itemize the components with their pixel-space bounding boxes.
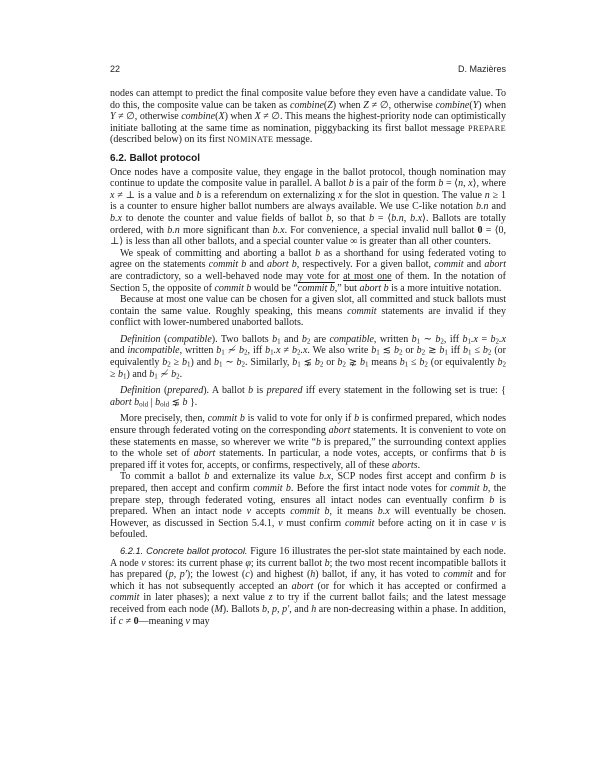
text-segment: Z	[327, 99, 333, 111]
text-segment: ≁	[157, 368, 172, 380]
text-segment: b	[182, 396, 188, 408]
text-segment: , respectively. For a given ballot,	[296, 259, 435, 271]
text-segment: b	[315, 247, 321, 259]
text-segment: p	[168, 569, 174, 581]
text-segment: b.n	[391, 212, 404, 224]
text-segment: b	[399, 357, 405, 369]
text-segment: v	[141, 557, 146, 569]
text-segment: b	[301, 333, 307, 345]
text-segment: . For convenience, a special invalid null ballot	[284, 224, 478, 236]
text-segment: v	[491, 517, 496, 529]
text-segment: would be “	[251, 282, 298, 294]
section-heading-62: 6.2. Ballot protocol	[110, 152, 201, 164]
text-segment: 1	[404, 360, 409, 369]
text-segment: 1	[468, 349, 472, 358]
text-segment: ≤	[471, 345, 483, 357]
text-segment: b	[371, 345, 377, 357]
text-segment: or	[402, 345, 417, 357]
text-segment: and for which it has not subsequently accepted an	[110, 569, 506, 592]
text-segment: b	[411, 333, 417, 345]
text-segment: prepared	[266, 385, 303, 397]
text-segment: }.	[187, 396, 198, 408]
text-segment: , iff	[443, 333, 463, 345]
text-segment: . Similarly,	[245, 357, 293, 369]
page-content	[110, 88, 506, 627]
text-segment: We speak of committing and aborting a ballot	[120, 247, 316, 259]
text-segment: 1	[270, 349, 274, 358]
paragraph-nomination-continuation	[110, 88, 506, 146]
text-segment: and	[110, 345, 128, 357]
text-segment: and	[280, 333, 302, 345]
text-segment: commit b	[290, 506, 330, 518]
text-segment: b	[292, 357, 298, 369]
text-segment: b	[155, 396, 161, 408]
page-number: 22	[110, 64, 121, 74]
text-segment: ); the lowest (	[186, 569, 246, 581]
text-segment: ,	[277, 603, 283, 615]
text-segment: .	[179, 368, 183, 380]
text-segment: prepared	[167, 385, 204, 397]
text-segment: abort b	[110, 396, 140, 408]
text-segment: X	[218, 111, 225, 123]
text-segment: iff	[447, 345, 464, 357]
text-segment: p	[272, 603, 278, 615]
text-segment: n	[458, 178, 464, 190]
text-segment: combine	[435, 99, 470, 111]
text-segment: 1	[376, 349, 380, 358]
text-segment: b	[435, 333, 441, 345]
text-segment: means	[368, 357, 400, 369]
text-segment: b.x	[110, 212, 122, 224]
text-segment: .x	[471, 333, 478, 345]
text-segment: ) and	[126, 368, 150, 380]
text-segment: must confirm	[282, 517, 345, 529]
text-segment: NOMINATE	[227, 135, 274, 145]
text-segment: ). A ballot	[203, 385, 249, 397]
text-segment: commit b	[297, 282, 335, 294]
text-segment: b	[326, 212, 332, 224]
text-segment: in later phases); a next value	[139, 592, 269, 604]
text-segment: is befouled.	[110, 517, 507, 541]
text-segment: is a referendum on externalizing	[201, 189, 339, 201]
text-segment: Definition	[120, 385, 161, 397]
text-segment: compatible	[329, 333, 374, 345]
text-segment: is valid to vote for only if	[244, 413, 355, 425]
text-segment: ⋧	[345, 357, 360, 369]
text-segment: ⋦	[300, 357, 315, 369]
text-segment: at most one	[343, 270, 392, 282]
text-segment: b	[239, 345, 245, 357]
text-segment: ≠ ∅, otherwise	[115, 111, 182, 123]
text-segment: commit	[110, 592, 140, 604]
text-segment: , it means	[329, 506, 378, 518]
text-segment: combine	[181, 111, 216, 123]
text-segment: (	[160, 333, 168, 345]
text-segment: 2	[424, 360, 428, 369]
text-segment: ) and highest (	[249, 569, 311, 581]
text-segment: 1	[416, 337, 421, 346]
text-segment: 0	[133, 615, 139, 627]
text-segment: is	[253, 385, 267, 397]
text-segment: b	[354, 413, 360, 425]
text-segment: commit	[347, 305, 377, 317]
text-segment: commit	[443, 569, 473, 581]
text-segment: (described below) on its first	[110, 134, 228, 146]
text-segment: commit b	[214, 282, 252, 294]
text-segment: and	[463, 259, 485, 271]
text-segment: are	[310, 333, 330, 345]
text-segment: b	[416, 345, 422, 357]
text-segment: accepts	[251, 506, 291, 518]
text-segment: b	[248, 385, 254, 397]
text-segment: h	[310, 569, 316, 581]
text-segment: incompatible	[127, 345, 180, 357]
text-segment: ). Ballots	[222, 603, 262, 615]
text-segment: ≥	[110, 368, 118, 380]
text-segment: 1	[123, 372, 127, 381]
text-segment: 1	[467, 337, 472, 346]
text-segment: ; the two most recent incompatible ballots it has prepared (	[110, 557, 507, 581]
text-segment: 1	[297, 360, 301, 369]
text-segment: , SCP nodes first accept and confirm	[330, 471, 491, 483]
text-segment: ; its current ballot	[250, 557, 325, 569]
text-segment: b	[265, 345, 271, 357]
text-segment: , written	[179, 345, 217, 357]
text-segment: 2	[306, 337, 311, 346]
paragraph-concrete-ballot-protocol	[110, 546, 506, 627]
text-segment: iff every statement in the following set is true: {	[302, 385, 506, 397]
text-segment: 1	[186, 360, 191, 369]
text-segment: b.n	[167, 224, 180, 236]
text-segment: b.x	[272, 224, 285, 236]
text-segment: b	[438, 178, 444, 190]
text-segment: (	[323, 99, 328, 111]
text-segment: are contradictory, so a well-behaved node may vote for	[110, 270, 344, 282]
text-segment: 2	[319, 360, 324, 369]
text-segment: commit b	[450, 483, 488, 494]
text-segment: 6.2.1. Concrete ballot protocol.	[120, 545, 248, 556]
text-segment: is confirmed prepared, which nodes ensure through federated voting on the corresponding	[110, 413, 506, 437]
text-segment: ,	[267, 603, 273, 615]
text-segment: .x	[300, 345, 308, 357]
text-segment: is a pair of the form	[353, 178, 439, 190]
text-segment: b	[439, 345, 445, 357]
text-segment: Because at most one value can be chosen for a given slot, all committed and stuck ballots must contain the same value. Roughly speaking, this means	[110, 294, 506, 317]
text-segment: is prepared iff it votes for, accepts, or confirms, respectively, all of these	[110, 448, 507, 471]
text-segment: ,	[463, 178, 469, 190]
text-segment: ≠ ∅, otherwise	[368, 99, 436, 111]
text-segment: X	[254, 111, 261, 123]
text-segment: = ⟨	[374, 212, 392, 224]
text-segment: (	[215, 111, 219, 123]
text-segment: 1	[218, 360, 223, 369]
text-segment: stores: its current phase	[145, 557, 246, 569]
text-segment: b.x	[319, 471, 331, 483]
text-segment: b.x	[377, 506, 390, 518]
text-segment: φ	[245, 557, 251, 569]
text-segment: abort b	[266, 259, 297, 271]
text-segment: ⟩. Ballots are totally ordered, with	[110, 212, 507, 236]
text-segment: c	[118, 615, 124, 627]
text-segment: 1	[221, 349, 225, 358]
text-segment: Y	[472, 99, 479, 111]
text-segment: (or for which it has accepted or confirmed a	[313, 580, 506, 592]
text-segment: 2	[241, 360, 246, 369]
text-segment: 1	[364, 360, 369, 369]
text-segment: abort	[328, 425, 351, 437]
text-segment: Figure 16 illustrates the per-slot state maintained by each node. A node	[110, 545, 506, 569]
text-segment: 2	[244, 349, 248, 358]
text-segment: b	[149, 368, 155, 380]
text-segment: =	[478, 333, 491, 345]
text-segment: for the slot in question. The value	[342, 189, 485, 201]
text-segment: b	[272, 333, 278, 345]
text-segment: ) when	[224, 111, 255, 123]
text-segment: b	[482, 345, 488, 357]
text-segment: 2	[296, 349, 301, 358]
text-segment: .	[417, 459, 421, 471]
paragraph-one-value	[110, 294, 506, 329]
text-segment: —meaning	[138, 615, 186, 627]
text-segment: ⋦	[169, 396, 183, 408]
text-segment: before acting on it in case	[374, 517, 492, 529]
text-segment: Z	[363, 99, 369, 111]
text-segment: b	[490, 333, 496, 345]
text-segment: 2	[398, 349, 403, 358]
text-segment: to try if the current ballot fails; and the latest message received from each node (	[110, 592, 506, 615]
text-segment: (or equivalently	[427, 357, 498, 369]
text-segment: b	[171, 368, 177, 380]
text-segment: b	[216, 345, 222, 357]
text-segment: aborts	[392, 459, 418, 471]
text-segment: . Before the first intact node votes for	[290, 483, 451, 494]
text-segment: ≠ ∅. This means the highest-priority node can optimistically initiate balloting at the same time as nomination, piggybacking its first ballot message	[110, 111, 507, 134]
text-segment: ≥ 1 is a counter to ensure higher ballot numbers are always available. We use C-like notation	[110, 189, 506, 213]
text-segment: b	[359, 357, 365, 369]
text-segment: statements. It is convenient to vote on these statements en masse, so wherever we write “	[110, 425, 506, 448]
text-segment: b	[369, 212, 375, 224]
text-segment: (or equivalently	[110, 345, 506, 369]
text-segment: b	[393, 345, 399, 357]
text-segment: or	[323, 357, 338, 369]
text-segment: ≠ ⊥ is a value and	[114, 189, 197, 201]
text-segment: ,	[173, 569, 180, 581]
text-segment: 2	[495, 337, 500, 346]
definition-prepared	[110, 385, 506, 408]
text-segment: commit	[344, 517, 375, 529]
text-segment: To commit a ballot	[120, 471, 205, 483]
text-segment: = ⟨	[443, 178, 459, 190]
text-segment: ≳	[425, 345, 440, 357]
text-segment: is prepared,” the surrounding context applies to the whole set of	[110, 436, 507, 460]
text-segment: Definition	[120, 333, 161, 345]
text-segment: .x	[499, 333, 506, 345]
definition-compatible	[110, 334, 506, 380]
text-segment: will eventually be chosen. However, as discussed in Section 5.4.1,	[110, 506, 506, 529]
text-segment: ) and	[190, 357, 214, 369]
text-segment: b	[490, 471, 496, 483]
text-segment: abort	[484, 259, 506, 271]
text-segment: , written	[373, 333, 412, 345]
text-segment: ≲	[379, 345, 394, 357]
text-segment: ,	[403, 212, 411, 224]
text-segment: b	[462, 333, 468, 345]
text-segment: is a more intuitive notation.	[388, 282, 502, 294]
text-segment: statements are invalid if they conflict with lower-numbered unaborted ballots.	[110, 305, 506, 329]
text-segment: abort	[291, 580, 314, 592]
text-segment: v	[278, 517, 283, 529]
text-segment: (	[469, 99, 473, 111]
text-segment: 0	[477, 224, 483, 236]
paragraph-more-precisely	[110, 413, 506, 471]
text-segment: is prepared. When an intact node	[110, 494, 507, 518]
text-segment: ,” but	[334, 282, 360, 294]
text-segment: more significant than	[179, 224, 273, 236]
text-segment: abort b	[359, 282, 389, 294]
text-segment: b	[196, 189, 202, 201]
text-segment: 1	[444, 349, 448, 358]
text-segment: ) when	[478, 99, 506, 111]
text-segment: b	[419, 357, 425, 369]
text-segment: b	[337, 357, 343, 369]
text-segment: 1	[154, 372, 158, 381]
text-segment: ≁	[224, 345, 240, 357]
text-segment: , and	[289, 603, 312, 615]
text-segment: commit b	[207, 413, 245, 425]
text-segment: ≠	[280, 345, 292, 357]
text-segment: old	[139, 400, 149, 409]
text-segment: v	[246, 506, 252, 518]
text-segment: b	[348, 178, 354, 190]
text-segment: commit b	[208, 259, 247, 271]
text-segment: 1	[277, 337, 281, 346]
text-segment: 2	[440, 337, 444, 346]
text-segment: z	[268, 592, 273, 604]
text-segment: x	[338, 189, 343, 201]
paragraph-to-commit	[110, 471, 506, 541]
text-segment: ≥	[170, 357, 182, 369]
text-segment: old	[160, 400, 170, 409]
text-segment: b.n	[476, 201, 489, 213]
text-segment: More precisely, then,	[120, 413, 208, 425]
text-segment: ∼	[222, 357, 237, 369]
text-segment: and	[246, 259, 267, 271]
text-segment: and externalize its value	[209, 471, 319, 483]
text-segment: b	[181, 357, 187, 369]
text-segment: b	[213, 357, 219, 369]
text-segment: b	[497, 357, 503, 369]
text-segment: ⟩, where	[472, 178, 506, 190]
running-header	[110, 64, 506, 76]
text-segment: |	[148, 396, 156, 408]
text-segment: commit b	[253, 483, 291, 494]
text-segment: , so that	[331, 212, 370, 224]
text-segment: is prepared, then accept and confirm	[110, 471, 506, 494]
text-segment: are non-decreasing within a phase. In addition, if	[110, 603, 507, 627]
text-segment: 2	[342, 360, 346, 369]
text-segment: 2	[487, 349, 492, 358]
text-segment: statements. In particular, a node votes, accepts, or confirms that	[215, 448, 491, 460]
text-segment: ∼	[420, 333, 436, 345]
text-segment: v	[185, 615, 190, 627]
text-segment: abort	[193, 448, 216, 460]
text-segment: . We also write	[307, 345, 372, 357]
text-segment: nodes can attempt to predict the final composite value before they even have a candidate value. To do this, the composite value can be taken as	[110, 88, 506, 111]
text-segment: b	[316, 436, 322, 448]
text-segment: = ⟨0, ⊥⟩ is less than all other ballots, and a special counter value ∞ is greater than all other counters.	[110, 224, 506, 248]
text-segment: c	[245, 569, 250, 581]
text-segment: b	[489, 494, 495, 506]
text-segment: Y	[110, 111, 116, 123]
text-segment: h	[311, 603, 317, 615]
paragraph-ballot-protocol	[110, 167, 506, 248]
text-segment: b	[291, 345, 297, 357]
text-segment: ≠	[123, 615, 134, 627]
text-segment: message.	[273, 134, 313, 146]
text-segment: of them. In the notation of Section 5, the opposite of	[110, 270, 506, 294]
text-segment: 2	[421, 349, 426, 358]
text-segment: compatible	[167, 333, 212, 345]
text-segment: b	[204, 471, 210, 483]
text-segment: x	[110, 189, 115, 201]
text-segment: p′	[282, 603, 290, 615]
text-segment: x	[468, 178, 473, 190]
text-segment: b	[262, 603, 267, 615]
text-segment: M	[214, 603, 223, 615]
text-segment: may	[189, 615, 210, 627]
text-segment: ). Two ballots	[211, 333, 273, 345]
text-segment: , iff	[247, 345, 266, 357]
text-segment: b	[324, 557, 330, 569]
running-author: D. Mazières	[457, 64, 506, 74]
text-segment: , the prepare step, through federated voting, ensures all intact nodes can eventually confirm	[110, 483, 506, 506]
text-segment: b	[118, 368, 123, 380]
text-segment: b	[314, 357, 320, 369]
text-segment: PREPARE	[468, 123, 506, 133]
text-segment: combine	[290, 99, 324, 111]
text-segment: (	[160, 385, 168, 397]
text-segment: 2	[502, 360, 507, 369]
text-segment: p′	[179, 569, 187, 581]
text-segment: b	[463, 345, 469, 357]
paragraph-commit-abort	[110, 248, 506, 294]
text-segment: commit	[434, 259, 464, 271]
text-segment: ≤	[408, 357, 420, 369]
text-segment: 2	[167, 360, 171, 369]
text-segment: to denote the counter and value fields of ballot	[121, 212, 327, 224]
text-segment: and	[488, 201, 506, 213]
text-segment: b	[490, 448, 496, 460]
text-segment: b	[162, 357, 168, 369]
text-segment: .x	[273, 345, 281, 357]
text-segment: Once nodes have a composite value, they engage in the ballot protocol, though nomination may continue to update the composite value in parallel. A ballot	[110, 166, 506, 190]
text-segment: 2	[176, 372, 180, 381]
text-segment: ) when	[332, 99, 364, 111]
text-segment: ) ballot, if any, it has voted to	[315, 569, 444, 581]
text-segment: b.x	[410, 212, 423, 224]
text-segment: n	[484, 189, 490, 201]
text-segment: b	[236, 357, 242, 369]
text-segment: as a shorthand for using federated voting to agree on the statements	[110, 247, 506, 271]
